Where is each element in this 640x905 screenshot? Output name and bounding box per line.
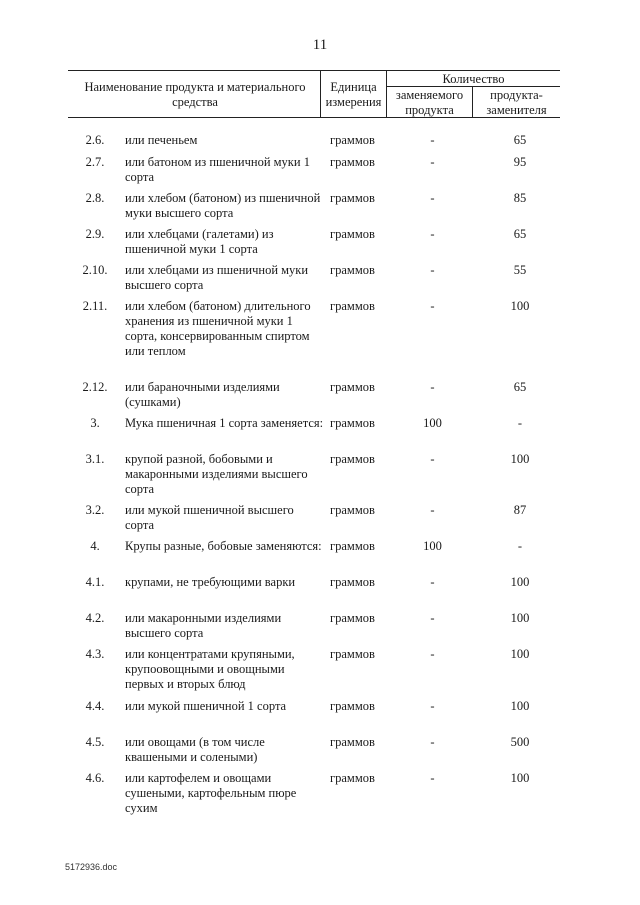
qty-replaced: -: [430, 380, 435, 394]
file-name-footer: 5172936.doc: [65, 862, 118, 872]
row-number: 4.3.: [85, 647, 105, 661]
row-number: 3.1.: [85, 452, 105, 466]
row-number: 2.10.: [82, 263, 108, 277]
qty-substitute: 100: [510, 647, 530, 661]
unit: граммов: [330, 771, 375, 785]
product-name: или хлебом (батоном) из пшеничной муки высшего сорта: [125, 191, 321, 220]
qty-substitute: 100: [510, 611, 530, 625]
unit: граммов: [330, 263, 375, 277]
qty-replaced: -: [430, 771, 435, 785]
product-name: или мукой пшеничной высшего сорта: [125, 503, 294, 532]
product-name: или макаронными изделиями высшего сорта: [125, 611, 282, 640]
unit: граммов: [330, 191, 375, 205]
qty-replaced: -: [430, 227, 435, 241]
qty-substitute: 100: [510, 575, 530, 589]
product-name: или печеньем: [125, 133, 198, 147]
qty-substitute: -: [517, 539, 523, 553]
qty-substitute: 65: [513, 227, 527, 241]
qty-replaced: -: [430, 452, 435, 466]
row-number: 4.2.: [85, 611, 105, 625]
header-qty-substitute: продукта-заменителя: [486, 88, 547, 117]
row-number: 4.: [90, 539, 100, 553]
row-number: 3.: [90, 416, 100, 430]
qty-replaced: -: [430, 155, 435, 169]
product-name: крупами, не требующими варки: [125, 575, 296, 589]
qty-substitute: 55: [513, 263, 527, 277]
qty-substitute: 100: [510, 699, 530, 713]
row-number: 4.4.: [85, 699, 105, 713]
product-name: или картофелем и овощами сушеными, картофельным пюре сухим: [125, 771, 297, 815]
product-name: или хлебом (батоном) длительного хранения из пшеничной муки 1 сорта, консервированным спиртом или теплом: [125, 299, 311, 358]
unit: граммов: [330, 452, 375, 466]
row-number: 4.5.: [85, 735, 105, 749]
unit: граммов: [330, 735, 375, 749]
qty-replaced: 100: [423, 416, 442, 430]
qty-substitute: 500: [510, 735, 530, 749]
unit: граммов: [330, 133, 375, 147]
row-number: 2.7.: [85, 155, 105, 169]
page-number: 11: [312, 37, 328, 53]
product-name: или мукой пшеничной 1 сорта: [125, 699, 287, 713]
product-name: Крупы разные, бобовые заменяются:: [125, 539, 322, 553]
row-number: 2.6.: [85, 133, 105, 147]
qty-substitute: 100: [510, 299, 530, 313]
unit: граммов: [330, 380, 375, 394]
header-unit: Единица измерения: [325, 80, 382, 109]
qty-replaced: -: [430, 133, 435, 147]
qty-replaced: -: [430, 699, 435, 713]
qty-substitute: -: [517, 416, 523, 430]
product-name: или хлебцами из пшеничной муки высшего сорта: [125, 263, 309, 292]
qty-replaced: 100: [423, 539, 442, 553]
unit: граммов: [330, 539, 375, 553]
unit: граммов: [330, 647, 375, 661]
qty-replaced: -: [430, 503, 435, 517]
qty-replaced: -: [430, 735, 435, 749]
header-qty-replaced: заменяемого продукта: [395, 88, 464, 117]
unit: граммов: [330, 575, 375, 589]
qty-substitute: 100: [510, 452, 530, 466]
row-number: 2.8.: [85, 191, 105, 205]
unit: граммов: [330, 611, 375, 625]
qty-replaced: -: [430, 611, 435, 625]
unit: граммов: [330, 227, 375, 241]
unit: граммов: [330, 699, 375, 713]
header-top-rule: [68, 70, 560, 71]
row-number: 4.6.: [85, 771, 105, 785]
product-name: или бараночными изделиями (сушками): [125, 380, 280, 409]
product-name: Мука пшеничная 1 сорта заменяется:: [125, 416, 324, 430]
row-number: 3.2.: [85, 503, 105, 517]
row-number: 4.1.: [85, 575, 105, 589]
qty-replaced: -: [430, 191, 435, 205]
qty-replaced: -: [430, 647, 435, 661]
row-number: 2.11.: [82, 299, 108, 313]
product-name: или батоном из пшеничной муки 1 сорта: [125, 155, 310, 184]
qty-substitute: 95: [513, 155, 527, 169]
unit: граммов: [330, 416, 375, 430]
product-name: или хлебцами (галетами) из пшеничной муки 1 сорта: [125, 227, 274, 256]
unit: граммов: [330, 155, 375, 169]
qty-substitute: 85: [513, 191, 527, 205]
product-name: или концентратами крупяными, крупоовощными и овощными первых и вторых блюд: [125, 647, 295, 691]
qty-replaced: -: [430, 263, 435, 277]
row-number: 2.9.: [85, 227, 105, 241]
row-number: 2.12.: [82, 380, 108, 394]
product-name: или овощами (в том числе квашеными и солеными): [125, 735, 265, 764]
qty-replaced: -: [430, 575, 435, 589]
qty-replaced: -: [430, 299, 435, 313]
unit: граммов: [330, 503, 375, 517]
product-name: крупой разной, бобовыми и макаронными изделиями высшего сорта: [125, 452, 308, 496]
qty-substitute: 100: [510, 771, 530, 785]
header-product-name: Наименование продукта и материального средства: [84, 80, 306, 109]
qty-substitute: 65: [513, 380, 527, 394]
qty-substitute: 87: [513, 503, 527, 517]
unit: граммов: [330, 299, 375, 313]
header-quantity: Количество: [442, 72, 505, 86]
qty-substitute: 65: [513, 133, 527, 147]
